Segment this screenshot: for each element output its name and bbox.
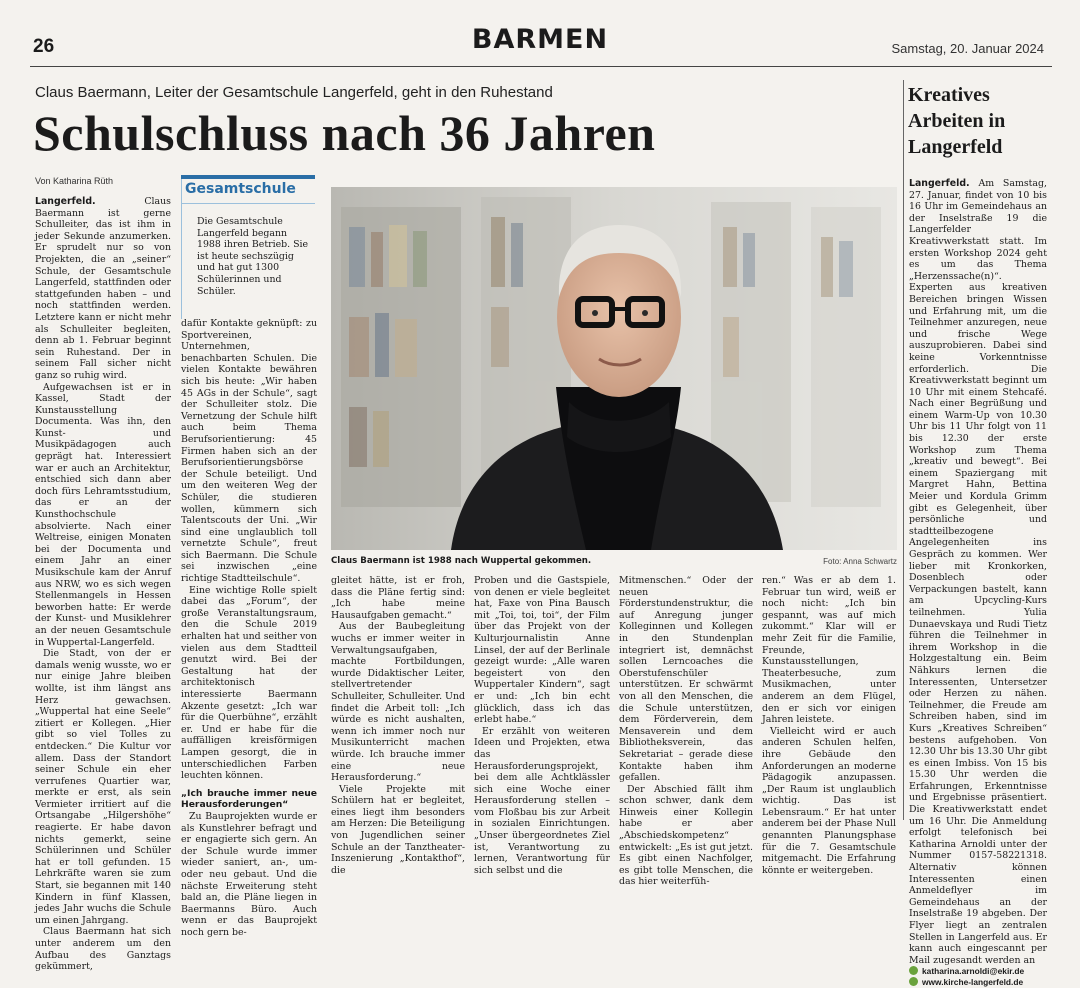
- contact-email[interactable]: katharina.arnoldi@ekir.de: [909, 966, 1047, 977]
- paragraph: Eine wichtige Rolle spielt dabei das „Forum“, der große Veranstaltungsraum, den die Schule 2019 erhalten hat und seither von vielen aus dem Stadtteil genutzt wird. Bei der Gestaltung hat der architektonisch interessierte Baermann Akzente gesetzt: „Ich war für die Querbühne“, erzählt er. Und er habe für die auffälligen kreisförmigen Lampen gesorgt, die in unterschiedlichen Farben leuchten können.: [181, 584, 317, 782]
- article-column-4: [474, 575, 610, 876]
- paragraph: Der Abschied fällt ihm schon schwer, dank dem Hinweis einer Kollegin habe er aber „Abschiedskompetenz“ entwickelt: „Es ist gut jetzt. Es gibt einen Nachfolger, es gibt tolle Menschen, die das hier weiterfüh-: [619, 783, 753, 888]
- photo-caption: Claus Baermann ist 1988 nach Wuppertal gekommen.: [331, 556, 592, 566]
- photo-credit: Foto: Anna Schwartz: [823, 557, 897, 566]
- paragraph: gleitet hätte, ist er froh, dass die Pläne fertig sind: „Ich habe meine Hausaufgaben gemacht.“: [331, 575, 465, 621]
- dateline: Langerfeld.: [35, 196, 96, 207]
- info-box-title: Gesamtschule: [185, 181, 296, 197]
- sub-headline: „Ich brauche immer neue Herausforderungen“: [181, 787, 317, 811]
- article-photo: [331, 187, 897, 550]
- info-box-text: Die Gesamtschule Langerfeld begann 1988 ihren Betrieb. Sie ist heute sechszügig und hat gut 1300 Schülerinnen und Schüler.: [181, 203, 315, 297]
- paragraph: dafür Kontakte geknüpft: zu Sportvereinen, Unternehmen, benachbarten Schulen. Die vielen Kontakte bewähren sich bis heute: „Wir haben 45 AGs in der Schule“, sagt der Schulleiter stolz. Die Vernetzung der Schule hilft auch beim Thema Berufsorientierung: 45 Firmen haben sich an der Berufsorientierungsbörse der Schule beteiligt. Und um den weiteren Weg der Schüler, die studieren wollen, kümmern sich Talentscouts der Uni. „Wir sind eine unglaublich toll vernetzte Schule“, freut sich Baermann. Die Schule sei inzwischen „eine richtige Stadtteilschule“.: [181, 318, 317, 585]
- article-column-2: [181, 318, 317, 938]
- paragraph: ren.“ Was er ab dem 1. Februar tun wird, weiß er noch nicht: „Ich bin gespannt, was auf mich zukommt.“ Klar will er mehr Zeit für die Familie, Freunde, Kunstausstellungen, Theaterbesuche, zum Musikmachen, unter anderem an dem Flügel, den er sich vor einigen Jahren leistete.: [762, 575, 896, 726]
- article-headline: Schulschluss nach 36 Jahren: [33, 105, 656, 161]
- portrait-photo: [331, 187, 897, 550]
- article-column-6: [762, 575, 896, 876]
- paragraph: Vielleicht wird er auch anderen Schulen helfen, ihre Gebäude den Anforderungen an moderne Pädagogik anzupassen. „Der Raum ist unglaublich wichtig. Das ist Lebensraum.“ Er hat unter anderem bei der Phase Null genannten Planungsphase für die 7. Gesamtschule mitgemacht. Die Erfahrung könnte er weitergeben.: [762, 725, 896, 876]
- sidebar-rule: [903, 80, 904, 820]
- article-kicker: Claus Baermann, Leiter der Gesamtschule Langerfeld, geht in den Ruhestand: [35, 84, 553, 101]
- info-box: [181, 175, 315, 319]
- header-rule: [30, 66, 1052, 67]
- article-column-3: [331, 575, 465, 876]
- paragraph: Aufgewachsen ist er in Kassel, Stadt der Kunstausstellung Documenta. Was ihn, den Kunst- und Musikpädagogen auch geprägt hat. Interessiert war er auch an Architektur, entschied sich dann aber doch fürs Lehramtsstudium, das er an der Kunsthochschule absolvierte. Nach einer Weltreise, einigen Monaten bei der Documenta und einem Jahr an einer Musikschule kam der Anruf aus NRW, wo es sich wegen Stellenmangels in Hessen beworben hatte: Er werde der Kunst- und Musiklehrer an der neuen Gesamtschule in Wuppertal-Langerfeld.: [35, 381, 171, 648]
- dateline: Langerfeld.: [909, 178, 970, 189]
- sidebar-column: [909, 178, 1047, 988]
- paragraph: Er erzählt von weiteren Ideen und Projekten, etwa das Herausforderungsprojekt, bei dem alle Achtklässler sich eine Woche einer Herausforderung stellen – vom Floßbau bis zur Arbeit in sozialen Einrichtungen. „Unser übergeordnetes Ziel ist, Verantwortung zu lernen, Verantwortung für sich selbst und die: [474, 725, 610, 876]
- web-icon: [909, 977, 918, 986]
- contact-web[interactable]: www.kirche-langerfeld.de: [909, 977, 1047, 988]
- paragraph: Aus der Baubegleitung wuchs er immer weiter in Verwaltungsaufgaben, machte Fortbildungen, wurde Didaktischer Leiter, stellvertretender Schulleiter, Schulleiter. Und findet die Arbeit toll: „Ich würde es nicht aushalten, wenn ich immer noch nur Musikunterricht machen würde. Ich brauche immer eine neue Herausforderung.“: [331, 621, 465, 784]
- article-column-5: [619, 575, 753, 888]
- section-title: BARMEN: [471, 24, 609, 55]
- paragraph: Proben und die Gastspiele, von denen er viele begleitet hat, Faxe von Pina Bausch mit „Toi, toi, toi“, der Film über das Projekt von der Kulturjournalistin Anne Linsel, der auf der Berlinale gezeigt wurde: „Alle waren begeistert von den Wuppertaler Kindern“, sagt er und: „Ich bin echt glücklich, dass ich das erlebt habe.“: [474, 575, 610, 726]
- paragraph: Claus Baermann hat sich unter anderem um den Aufbau des Ganztags gekümmert,: [35, 926, 171, 973]
- paragraph: Zu Bauprojekten wurde er als Kunstlehrer befragt und er engagierte sich gern. An der Schule wurde immer wieder saniert, an-, um- oder neu gebaut. Und die nächste Erweiterung steht bald an, die Pläne liegen in Baermanns Büro. Auch wenn er das Bauprojekt noch gern be-: [181, 810, 317, 938]
- article-column-1: [35, 196, 171, 973]
- article-byline: Von Katharina Rüth: [35, 176, 114, 186]
- email-icon: [909, 966, 918, 975]
- issue-date: Samstag, 20. Januar 2024: [891, 41, 1044, 56]
- paragraph: Viele Projekte mit Schülern hat er begleitet, eines liegt ihm besonders am Herzen: Die Beteiligung von Jugendlichen seiner Schule an der Tanztheater-Inszenierung „Kontakthof“, die: [331, 783, 465, 876]
- sidebar-headline: Kreatives Arbeiten in Langerfeld: [908, 84, 1006, 158]
- info-box-border: [181, 179, 182, 319]
- page-number: 26: [33, 36, 55, 57]
- paragraph: Die Stadt, von der er damals wenig wusste, wo er nur einige Jahre bleiben wollte, ist ihm längst ans Herz gewachsen. „Wuppertal hat eine Seele“ zitiert er Kollegen. „Hier gibt so viel Tolles zu entdecken.“ Die Kultur vor allem. Dass der Standort seiner Schule ein eher verrufenes Quartier war, merkte er erst, als sein Vermieter irritiert auf die Ortsangabe „Hilgershöhe“ reagierte. Er habe davon nichts gemerkt, seine Schülerinnen und Schüler hat er toll gefunden. 15 Lehrkräfte waren sie zum Start, sie begannen mit 140 Kindern in fünf Klassen, jedes Jahr wuchs die Schule um einen Jahrgang.: [35, 648, 171, 926]
- paragraph: Langerfeld. Claus Baermann ist gerne Schulleiter, das ist ihm in jeder Sekunde anzumerken. Er sprudelt nur so von Projekten, die an „seiner“ Schule, der Gesamtschule Langerfeld, stattfinden oder stattgefunden haben – und noch stattfinden werden. Letztere kann er nicht mehr als Schulleiter begleiten, denn ab 1. Februar beginnt sein Ruhestand. Der in seinem Fall sicher nicht ganz so ruhig wird.: [35, 196, 171, 381]
- paragraph: Langerfeld. Am Samstag, 27. Januar, findet von 10 bis 16 Uhr im Gemeindehaus an der Inselstraße 19 die Langerfelder Kreativwerkstatt statt. Im ersten Workshop 2024 geht es um das Thema „Herzenssache(n)“. Experten aus kreativen Bereichen bringen Wissen und Erfahrung mit, um die Teilnehmer anzuregen, neue und frische Wege auszuprobieren. Dabei sind keine Vorkenntnisse erforderlich. Die Kreativwerkstatt beginnt um 10 Uhr mit einem Stehcafé. Nach einer Begrüßung und einem Warm-Up von 10.30 Uhr bis 11 Uhr folgt von 11 bis 12.30 der erste Workshop zum Thema „kreativ und bewegt“. Bei einem Spaziergang mit Margret Hahn, Bettina Meier und Kordula Grimm gibt es Gelegenheit, über persönliche und stadtteilbezogene Angelegenheiten ins Gespräch zu kommen. Wer lieber mit Kronkorken, Dosenblech oder Verpackungen bastelt, kann am Upcycling-Kurs teilnehmen. Yulia Dunaevskaya und Rudi Tietz führen die Teilnehmer in ihrem Workshop in die Holzgestaltung ein. Beim Nähkurs lernen die Interessenten, Untersetzer oder Herzen zu nähen. Teilnehmer, die Freude am Schreiben haben, sind im Kurs „Kreatives Schreiben“ bestens aufgehoben. Von 12.30 Uhr bis 13.30 Uhr gibt es einen Imbiss. Von 15 bis 15.30 Uhr werden die Erfahrungen, Erkenntnisse und Ergebnisse präsentiert. Die Kreativwerkstatt endet um 16 Uhr. Die Anmeldung erfolgt telefonisch bei Katharina Arnoldi unter der Nummer 0157-58221318. Alternativ können Interessenten einen Anmeldeflyer im Gemeindehaus an der Inselstraße 19 abgeben. Der Flyer liegt an zentralen Stellen in Langerfeld aus. Er kann auch eingescannt per Mail zugesandt werden an: [909, 178, 1047, 966]
- paragraph: Mitmenschen.“ Oder der neuen Förderstundenstruktur, die auf Anregung junger Kolleginnen und Kollegen in den Stundenplan integriert ist, demnächst sollen Lerncoaches die Oberstufenschüler unterstützen. Er schwärmt von all den Menschen, die die Schule unterstützen, dem Förderverein, dem Mensaverein und dem Bibliotheksverein, das Sekretariat – gerade diese Kontakte haben ihm gefallen.: [619, 575, 753, 784]
